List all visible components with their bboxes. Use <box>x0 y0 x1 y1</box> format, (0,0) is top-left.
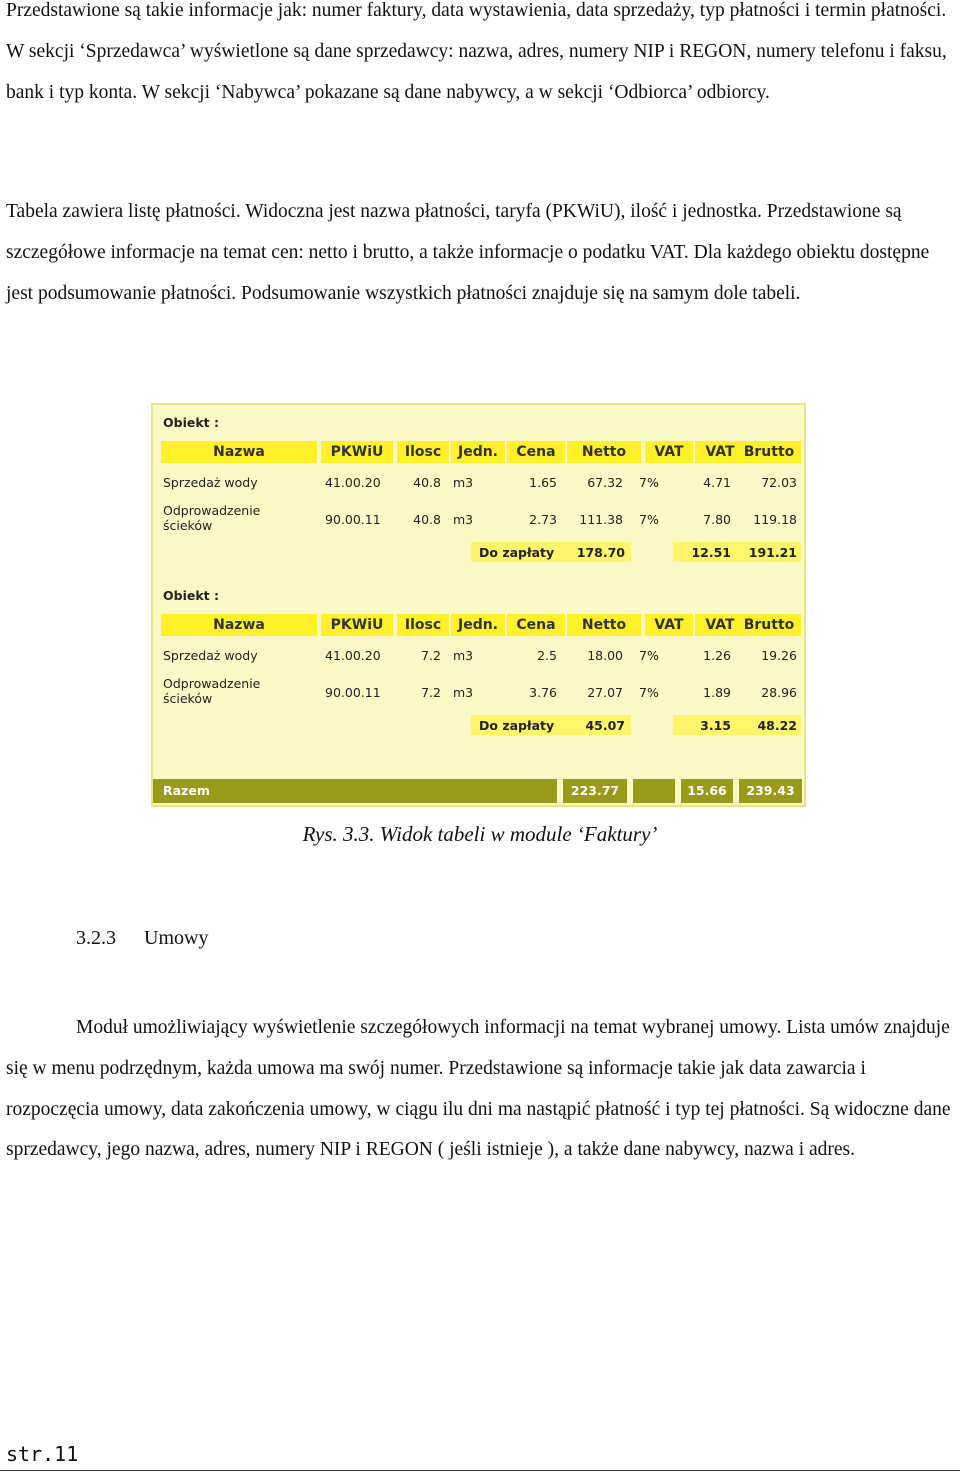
total-netto: 223.77 <box>563 779 627 803</box>
table-cell: 1.26 <box>703 648 731 663</box>
table-cell: 1.89 <box>703 685 731 700</box>
table-cell: 18.00 <box>587 648 623 663</box>
table-cell: 7% <box>639 475 659 490</box>
table-cell: 90.00.11 <box>325 512 381 527</box>
column-header: Jedn. <box>451 441 505 463</box>
section-title: Umowy <box>144 927 209 949</box>
object-label: Obiekt : <box>163 415 219 430</box>
table-cell: 1.65 <box>529 475 557 490</box>
summary-netto: 178.70 <box>576 545 625 560</box>
total-brutto: 239.43 <box>739 779 802 803</box>
table-cell: 40.8 <box>413 475 441 490</box>
table-cell: Odprowadzenie ścieków <box>163 503 261 533</box>
table-cell: 7% <box>639 685 659 700</box>
table-cell: 19.26 <box>761 648 797 663</box>
object-label: Obiekt : <box>163 588 219 603</box>
table-cell: 2.73 <box>529 512 557 527</box>
table-cell: 2.5 <box>537 648 557 663</box>
column-header: VAT <box>695 614 745 636</box>
column-header: Ilosc <box>397 441 449 463</box>
page-number: str.11 <box>6 1442 79 1466</box>
total-label: Razem <box>153 779 557 803</box>
table-cell: 72.03 <box>761 475 797 490</box>
table-cell: 7.2 <box>421 648 441 663</box>
table-cell: 7% <box>639 512 659 527</box>
table-cell: 28.96 <box>761 685 797 700</box>
summary-vat: 3.15 <box>700 718 731 733</box>
column-header: Brutto <box>737 441 801 463</box>
table-cell: 41.00.20 <box>325 475 381 490</box>
footer-divider <box>0 1470 960 1471</box>
column-header: VAT <box>695 441 745 463</box>
table-cell: 3.76 <box>529 685 557 700</box>
column-header: PKWiU <box>321 441 393 463</box>
table-cell: m3 <box>453 648 474 663</box>
table-cell: 41.00.20 <box>325 648 381 663</box>
column-header: Nazwa <box>161 614 317 636</box>
column-header: Nazwa <box>161 441 317 463</box>
table-cell: Odprowadzenie ścieków <box>163 676 261 706</box>
summary-brutto: 191.21 <box>748 545 797 560</box>
column-header: Netto <box>567 441 641 463</box>
table-cell: 40.8 <box>413 512 441 527</box>
column-header: VAT <box>645 614 693 636</box>
total-spacer <box>633 779 675 803</box>
total-vat: 15.66 <box>681 779 733 803</box>
table-cell: m3 <box>453 512 474 527</box>
column-header: Cena <box>507 614 565 636</box>
table-cell: 119.18 <box>753 512 797 527</box>
column-header: PKWiU <box>321 614 393 636</box>
table-cell: 111.38 <box>579 512 623 527</box>
contracts-paragraph: Moduł umożliwiający wyświetlenie szczegółowych informacji na temat wybranej umowy. Lista umów znajduje się w menu podrzędnym, każda umowa ma swój numer. Przedstawione są informacje takie jak data zawarcia i rozpoczęcia umowy, data zakończenia umowy, w ciągu ilu dni ma nastąpić płatność i typ tej płatności. Są widoczne dane sprzedawcy, jego nazwa, adres, numery NIP i REGON ( jeśli istnieje ), a także dane nabywcy, nazwa i adres. <box>6 1017 951 1161</box>
invoice-table-figure <box>151 403 806 807</box>
summary-netto: 45.07 <box>585 718 625 733</box>
summary-brutto: 48.22 <box>757 718 797 733</box>
figure-caption: Rys. 3.3. Widok tabeli w module ‘Faktury’ <box>302 822 658 846</box>
summary-label: Do zapłaty <box>479 718 555 733</box>
column-header: Ilosc <box>397 614 449 636</box>
table-cell: 90.00.11 <box>325 685 381 700</box>
table-cell: 7.80 <box>703 512 731 527</box>
column-header: VAT <box>645 441 693 463</box>
table-cell: 7.2 <box>421 685 441 700</box>
table-cell: 7% <box>639 648 659 663</box>
column-header: Cena <box>507 441 565 463</box>
section-number: 3.2.3 <box>76 927 116 949</box>
summary-vat: 12.51 <box>691 545 731 560</box>
summary-label: Do zapłaty <box>479 545 555 560</box>
column-header: Brutto <box>737 614 801 636</box>
table-cell: Sprzedaż wody <box>163 648 258 663</box>
column-header: Netto <box>567 614 641 636</box>
column-header: Jedn. <box>451 614 505 636</box>
table-cell: m3 <box>453 475 474 490</box>
table-cell: 27.07 <box>587 685 623 700</box>
table-cell: m3 <box>453 685 474 700</box>
table-cell: 67.32 <box>587 475 623 490</box>
table-description-paragraph: Tabela zawiera listę płatności. Widoczna jest nazwa płatności, taryfa (PKWiU), ilość i jednostka. Przedstawione są szczegółowe informacje na temat cen: netto i brutto, a także informacje o podatku VAT. Dla każdego obiektu dostępne jest podsumowanie płatności. Podsumowanie wszystkich płatności znajduje się na samym dole tabeli. <box>6 201 930 304</box>
table-cell: 4.71 <box>703 475 731 490</box>
intro-paragraph: Przedstawione są takie informacje jak: numer faktury, data wystawienia, data sprzedaży, typ płatności i termin płatności. W sekcji ‘Sprzedawca’ wyświetlone są dane sprzedawcy: nazwa, adres, numery NIP i REGON, numery telefonu i faksu, bank i typ konta. W sekcji ‘Nabywca’ pokazane są dane nabywcy, a w sekcji ‘Odbiorca’ odbiorcy. <box>6 0 947 103</box>
table-cell: Sprzedaż wody <box>163 475 258 490</box>
section-heading <box>76 927 208 950</box>
